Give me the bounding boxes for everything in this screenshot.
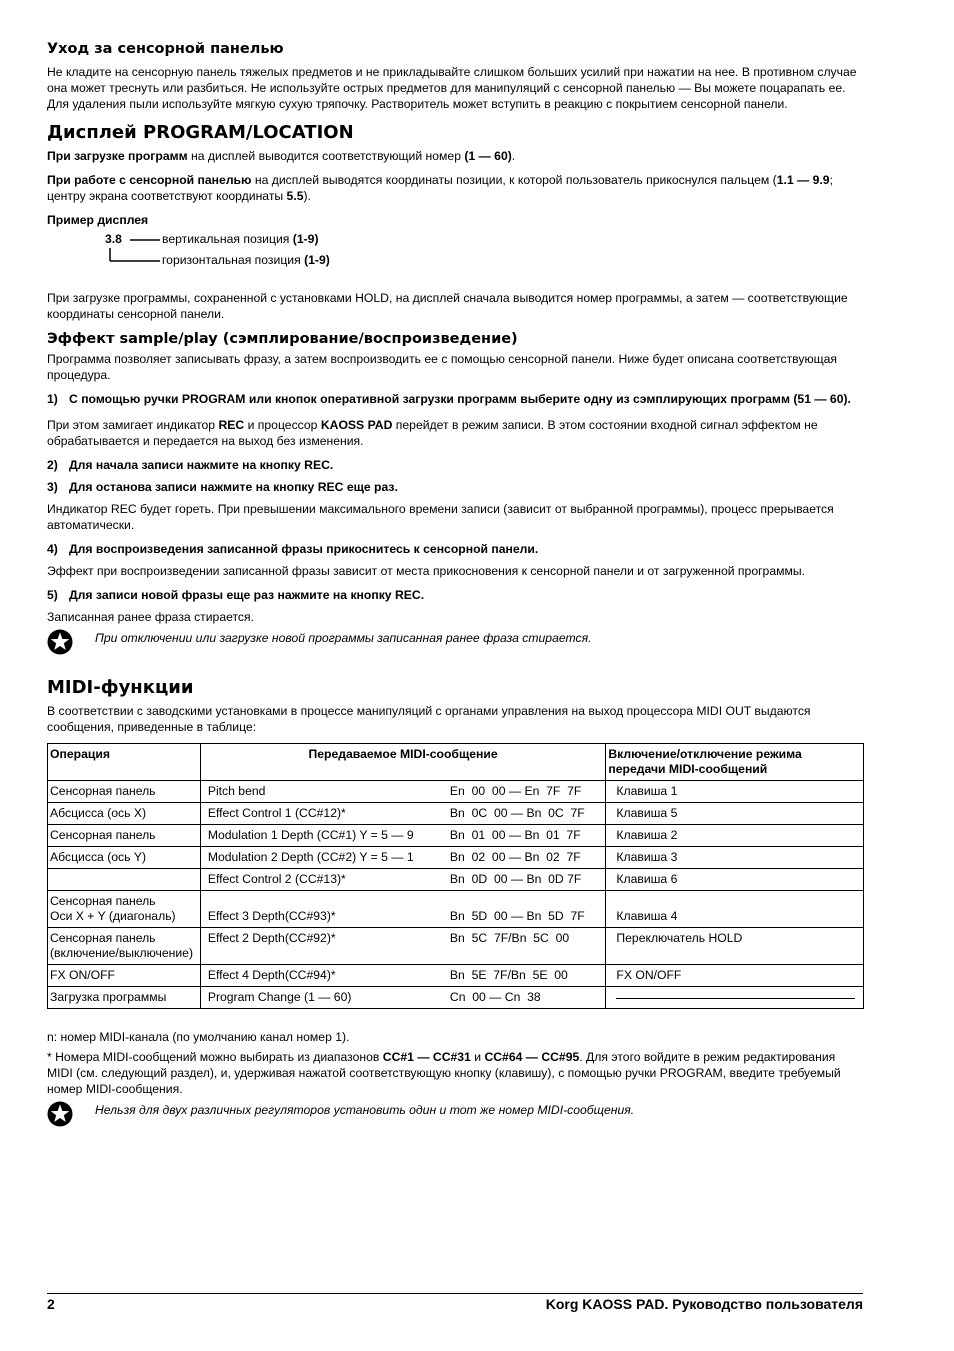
page-footer <box>47 1293 863 1312</box>
hold-text: При загрузке программы, сохраненной с установками HOLD, на дисплей сначала выводится номер программы, а затем — соответствующие координаты сенсорной панели. <box>47 291 848 321</box>
step-4: 4) Для воспроизведения записанной фразы прикоснитесь к сенсорной панели. <box>47 542 539 556</box>
star-badge-icon <box>47 1101 73 1127</box>
sample-title: Эффект sample/play (сэмплирование/воспроизведение) <box>47 331 518 347</box>
empty-switch-cell <box>606 987 864 1009</box>
star-badge-icon <box>47 629 73 655</box>
display-example <box>47 232 863 278</box>
table-row: Загрузка программы Program Change (1 — 60) Cn 00 — Cn 38 <box>48 987 864 1009</box>
header-switch: Включение/отключение режима передачи MIDI-сообщений <box>606 744 864 781</box>
display-p2: При работе с сенсорной панелью на дисплей выводятся координаты позиции, к которой пользователь прикоснулся пальцем (1.1 — 9.9; центру экрана соответствуют координаты 5.5). <box>47 173 833 203</box>
table-row: Абсцисса (ось Y) Modulation 2 Depth (CC#2) Y = 5 — 1 Bn 02 00 — Bn 02 7F Клавиша 3 <box>48 847 864 869</box>
midi-table <box>47 743 864 1009</box>
table-row: Сенсорная панель Оси X + Y (диагональ) Effect 3 Depth(CC#93)* Bn 5D 00 — Bn 5D 7F Клавиша 4 <box>48 891 864 928</box>
vertical-position-label: вертикальная позиция (1-9) <box>162 232 319 246</box>
table-row: Сенсорная панель Modulation 1 Depth (CC#1) Y = 5 — 9 Bn 01 00 — Bn 01 7F Клавиша 2 <box>48 825 864 847</box>
after-step-4: Эффект при воспроизведении записанной фразы зависит от места прикосновения к сенсорной панели и от загруженной программы. <box>47 564 805 578</box>
display-title: Дисплей PROGRAM/LOCATION <box>47 122 354 143</box>
sample-intro: Программа позволяет записывать фразу, а затем воспроизводить ее с помощью сенсорной панели. Ниже будет описана соответствующая процедура. <box>47 352 838 382</box>
step-1: 1) С помощью ручки PROGRAM или кнопок оперативной загрузки программ выберите одну из сэмплирующих программ (51 — 60). <box>47 392 851 406</box>
footer-title: Korg KAOSS PAD. Руководство пользователя <box>545 1296 863 1312</box>
table-row: Сенсорная панель (включение/выключение) Effect 2 Depth(CC#92)* Bn 5C 7F/Bn 5C 00 Переключатель HOLD <box>48 928 864 965</box>
footnote-n: n: номер MIDI-канала (по умолчанию канал номер 1). <box>47 1030 350 1044</box>
horizontal-position-label: горизонтальная позиция (1-9) <box>162 253 330 267</box>
care-title: Уход за сенсорной панелью <box>47 41 284 57</box>
step-2: 2) Для начала записи нажмите на кнопку REC. <box>47 458 334 472</box>
after-step-3: Индикатор REC будет гореть. При превышении максимального времени записи (зависит от выбранной программы), процесс прерывается автоматически. <box>47 502 834 532</box>
table-row: Абсцисса (ось X) Effect Control 1 (CC#12)* Bn 0C 00 — Bn 0C 7F Клавиша 5 <box>48 803 864 825</box>
dash-line <box>616 998 855 999</box>
table-row: FX ON/OFF Effect 4 Depth(CC#94)* Bn 5E 7F/Bn 5E 00 FX ON/OFF <box>48 965 864 987</box>
header-message: Передаваемое MIDI-сообщение <box>200 744 606 781</box>
midi-note: Нельзя для двух различных регуляторов установить один и тот же номер MIDI-сообщения. <box>47 1101 863 1127</box>
sample-note: При отключении или загрузке новой программы записанная ранее фраза стирается. <box>47 629 863 655</box>
care-text: Не кладите на сенсорную панель тяжелых предметов и не прикладывайте слишком больших усилий при нажатии на нее. В противном случае она может треснуть или разбиться. Не используйте острых предметов для манипуляций с сенсорной панелью — Вы можете поцарапать ее. Для удаления пыли используйте мягкую сухую тряпочку. Растворитель может вступить в реакцию с покрытием сенсорной панели. <box>47 65 857 111</box>
table-header <box>48 744 864 781</box>
after-step-5: Записанная ранее фраза стирается. <box>47 610 255 624</box>
page-content <box>47 40 863 1135</box>
midi-title: MIDI-функции <box>47 677 194 698</box>
footnote-cc: * Номера MIDI-сообщений можно выбирать из диапазонов CC#1 — CC#31 и CC#64 — CC#95. Для этого войдите в режим редактирования MIDI (см. следующий раздел), и, удерживая нажатой соответствующую кнопку (клавишу), с помощью ручки PROGRAM, введите требуемый номер MIDI-сообщения. <box>47 1050 841 1096</box>
example-label: Пример дисплея <box>47 213 149 227</box>
step-3: 3) Для останова записи нажмите на кнопку REC еще раз. <box>47 480 398 494</box>
header-operation: Операция <box>48 744 201 781</box>
after-step-1: При этом замигает индикатор REC и процессор KAOSS PAD перейдет в режим записи. В этом состоянии входной сигнал эффектом не обрабатывается и передается на выход без изменения. <box>47 418 818 448</box>
display-p1: При загрузке программ на дисплей выводится соответствующий номер (1 — 60). <box>47 149 516 163</box>
display-example-value: 3.8 <box>105 232 122 246</box>
midi-intro: В соответствии с заводскими установками в процессе манипуляций с органами управления на выход процессора MIDI OUT выдаются сообщения, приведенные в таблице: <box>47 704 811 734</box>
table-row: Сенсорная панель Pitch bend En 00 00 — En 7F 7F Клавиша 1 <box>48 781 864 803</box>
step-5: 5) Для записи новой фразы еще раз нажмите на кнопку REC. <box>47 588 425 602</box>
page-number: 2 <box>47 1296 55 1312</box>
table-row: Effect Control 2 (CC#13)* Bn 0D 00 — Bn 0D 7F Клавиша 6 <box>48 869 864 891</box>
